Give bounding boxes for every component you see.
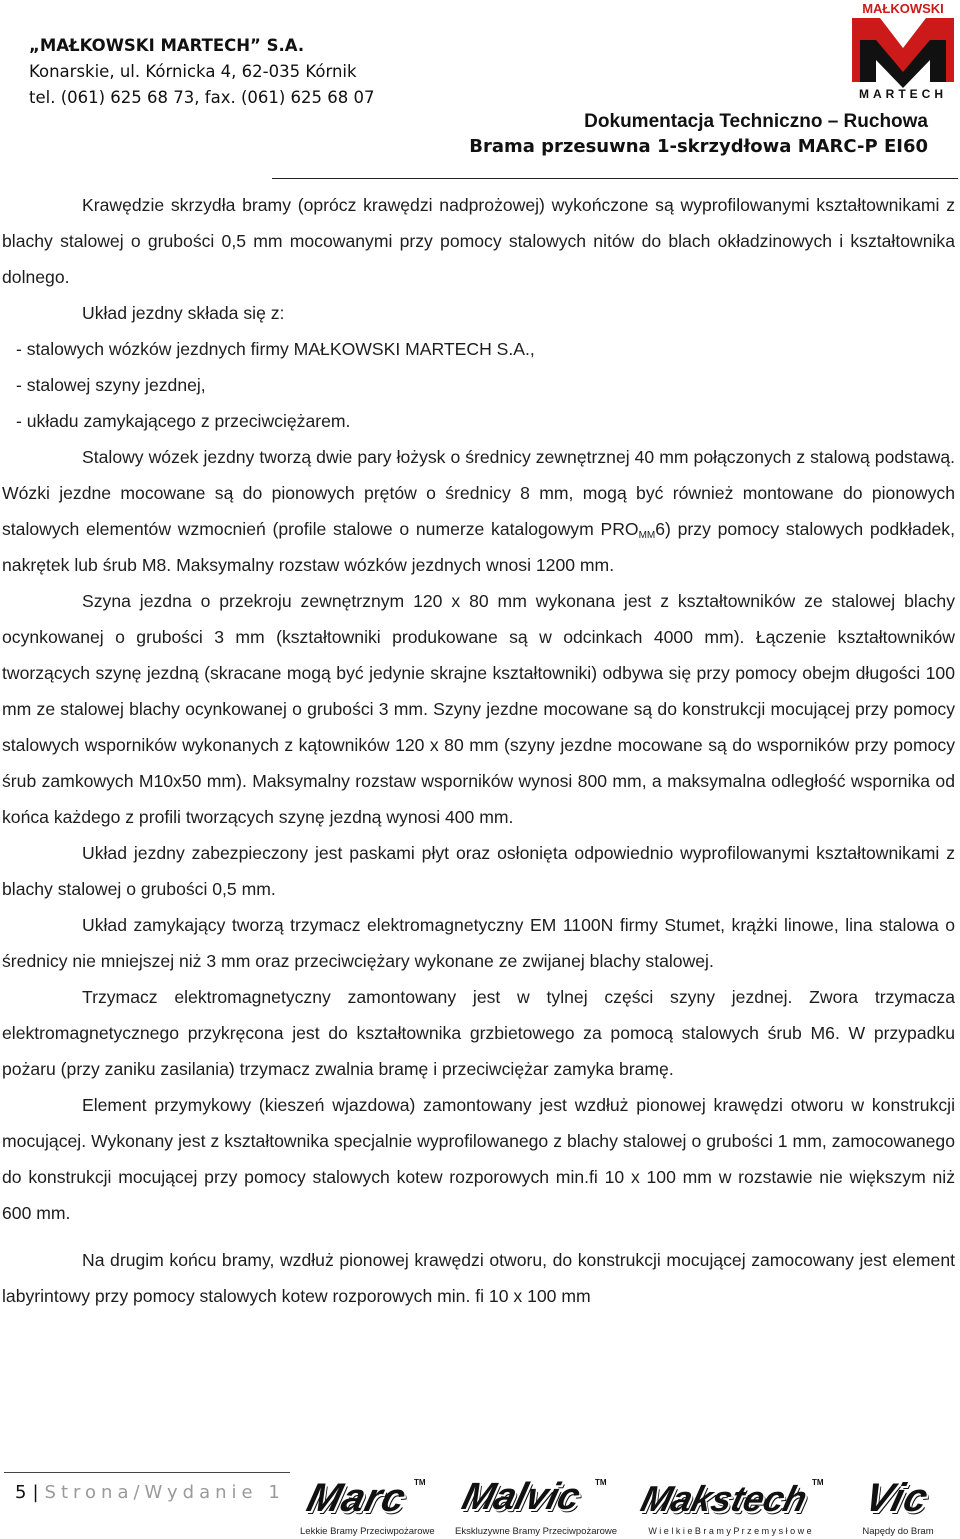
list-item: - stalowych wózków jezdnych firmy MAŁKOWSKI MARTECH S.A., bbox=[16, 339, 535, 359]
document-title-line-1: Dokumentacja Techniczno – Ruchowa bbox=[584, 111, 928, 132]
document-title bbox=[469, 109, 928, 159]
brand-tagline: Lekkie Bramy Przeciwpożarowe bbox=[300, 1526, 435, 1537]
paragraph-trolley-text: Stalowy wózek jezdny tworzą dwie pary łożysk o średnicy zewnętrznej 40 mm połączonych z stalową podstawą. Wózki jezdne mocowane są do pionowych prętów o średnicy 8 mm, mogą być również montowane do pionowych stalowych elementów wzmocnień (profile stalowe o numerze katalogowym PRO bbox=[2, 447, 955, 539]
company-address: Konarskie, ul. Kórnicka 4, 62-035 Kórnik bbox=[29, 62, 357, 81]
trademark-mark: TM bbox=[595, 1478, 607, 1487]
document-title-line-2: Brama przesuwna 1-skrzydłowa MARC-P EI60 bbox=[469, 136, 928, 157]
paragraph-labyrinth: Na drugim końcu bramy, wzdłuż pionowej krawędzi otworu, do konstrukcji mocującej zamocowany jest element labyrintowy przy pomocy stalowych kotew rozporowych min. fi 10 x 100 mm bbox=[2, 1250, 955, 1306]
paragraph-electromagnet: Trzymacz elektromagnetyczny zamontowany jest w tylnej części szyny jezdnej. Zwora trzymacza elektromagnetycznego przykręcona jest do kształtownika grzbietowego za pomocą stalowych śrub M6. W przypadku pożaru (przy zaniku zasilania) trzymacz zwalnia bramę i przeciwciężar zamyka bramę. bbox=[2, 987, 955, 1079]
brand-wordmark: Makstech bbox=[637, 1478, 812, 1519]
list-item: - stalowej szyny jezdnej, bbox=[16, 375, 206, 395]
footer-divider bbox=[4, 1472, 290, 1473]
brand-tagline: Ekskluzywne Bramy Przeciwpożarowe bbox=[455, 1526, 618, 1537]
paragraph-closing-element: Element przymykowy (kieszeń wjazdowa) zamontowany jest wzdłuż pionowej krawędzi otworu w konstrukcji mocującej. Wykonany jest z kształtownika specjalnie wyprofilowanego z blachy stalowej o grubości 1 mm, zamocowanego do konstrukcji mocującej przy pomocy stalowych kotew rozporowych min.fi 10 x 100 mm w rozstawie nie większym niż 600 mm. bbox=[2, 1095, 955, 1223]
company-info bbox=[29, 33, 375, 111]
page-number bbox=[15, 1482, 285, 1503]
header-divider bbox=[272, 178, 958, 179]
paragraph-protection: Układ jezdny zabezpieczony jest paskami płyt oraz osłonięta odpowiednio wyprofilowanymi kształtownikami z blachy stalowej o grubości 0,5 mm. bbox=[2, 843, 955, 899]
document-body bbox=[2, 187, 955, 1314]
malkowski-martech-logo bbox=[848, 0, 958, 100]
page-number-value: 5 bbox=[15, 1482, 27, 1503]
list-item: - układu zamykającego z przeciwciężarem. bbox=[16, 411, 351, 431]
brand-wordmark: Marc bbox=[302, 1476, 412, 1520]
page-label: Strona/Wydanie 1 bbox=[44, 1482, 285, 1503]
company-name: „MAŁKOWSKI MARTECH” S.A. bbox=[29, 36, 305, 55]
page-footer bbox=[0, 1468, 960, 1539]
paragraph-closing-system: Układ zamykający tworzą trzymacz elektromagnetyczny EM 1100N firmy Stumet, krążki linowe, lina stalowa o średnicy nie mniejszej niż 3 mm oraz przeciwciężary wykonane ze zwijanej blachy stalowej. bbox=[2, 915, 955, 971]
brand-wordmark: Malvic bbox=[457, 1476, 585, 1518]
trademark-mark: TM bbox=[812, 1478, 824, 1487]
logo-top-text: MAŁKOWSKI bbox=[862, 1, 944, 16]
brand-tagline: W i e l k i e B r a m y P r z e m y s ł o w e bbox=[648, 1526, 812, 1536]
logo-bottom-text: MARTECH bbox=[859, 87, 947, 100]
paragraph-running-gear-intro: Układ jezdny składa się z: bbox=[82, 303, 285, 323]
paragraph-rail: Szyna jezdna o przekroju zewnętrznym 120 x 80 mm wykonana jest z kształtowników ze stalowej blachy ocynkowanej o grubości 3 mm (kształtowniki produkowane są w odcinkach 4000 mm). Łączenie kształtowników tworzących szynę jezdną (skracane mogą być jedynie skrajne kształtowniki) odbywa się przy pomocy obejm długości 100 mm ze stalowej blachy ocynkowanej o grubości 3 mm. Szyny jezdne mocowane są do konstrukcji mocującej przy pomocy stalowych wsporników wykonanych z kątowników 120 x 80 mm (szyny jezdne mocowane są do wsporników przy pomocy śrub zamkowych M10x50 mm). Maksymalny rozstaw wsporników wynosi 800 mm, a maksymalna odległość wspornika od końca każdego z profili tworzących szynę jezdną wynosi 400 mm. bbox=[2, 591, 955, 827]
paragraph-edges: Krawędzie skrzydła bramy (oprócz krawędzi nadprożowej) wykończone są wyprofilowanymi kształtownikami z blachy stalowej o grubości 0,5 mm mocowanymi przy pomocy stalowych nitów do blach okładzinowych i kształtownika dolnego. bbox=[2, 195, 955, 287]
brand-tagline: Napędy do Bram bbox=[862, 1526, 934, 1537]
trademark-mark: TM bbox=[414, 1478, 426, 1487]
brand-wordmark: Vic bbox=[860, 1476, 934, 1520]
subscript-mm: MM bbox=[638, 530, 656, 541]
page-separator: | bbox=[32, 1482, 39, 1503]
company-phone: tel. (061) 625 68 73, fax. (061) 625 68 07 bbox=[29, 88, 375, 107]
paragraph-trolley-text-end: 6) przy pomocy stalowych podkładek, nakrętek lub śrub M8. Maksymalny rozstaw wózków jezdnych wnosi 1200 mm. bbox=[2, 519, 955, 575]
paragraph-trolley bbox=[2, 439, 955, 583]
